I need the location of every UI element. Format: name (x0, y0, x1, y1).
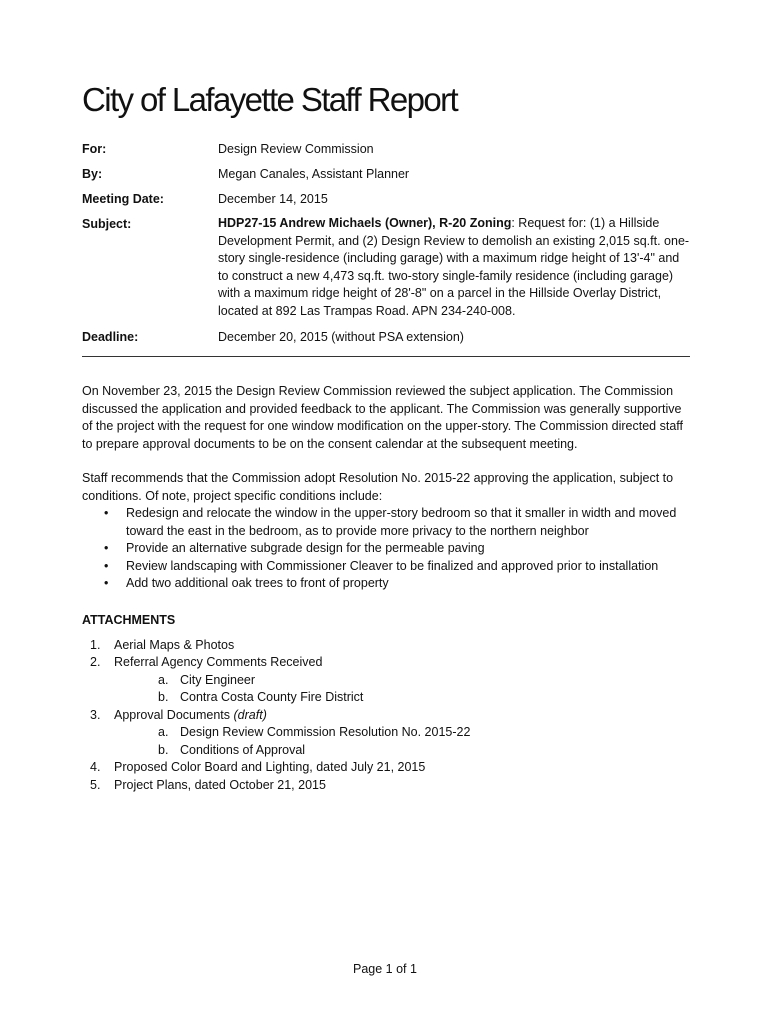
attachments-list-end (82, 759, 690, 794)
subject-row (82, 215, 690, 320)
list-item: 1. Aerial Maps & Photos (90, 637, 235, 652)
page-number: Page 1 of 1 (353, 962, 417, 976)
meeting-date-row (82, 190, 690, 208)
list-item: 5. Project Plans, dated October 21, 2015 (90, 777, 326, 792)
subject-value (218, 215, 690, 320)
subject-project-id: HDP27-15 Andrew Michaels (Owner), R-20 Zoning (218, 216, 512, 230)
by-label: By: (82, 167, 103, 181)
for-value: Design Review Commission (218, 142, 374, 156)
list-item: a. City Engineer (158, 672, 256, 687)
by-row (82, 165, 690, 183)
staff-report-page (82, 80, 690, 794)
list-item: • Redesign and relocate the window in the upper-story bedroom so that it smaller in width and moved toward the east in the bedroom, as to provide more privacy to the northern neighbor (104, 506, 677, 538)
report-title: City of Lafayette Staff Report (82, 81, 458, 118)
bullet-icon: • (104, 558, 109, 573)
bullet-icon: • (104, 576, 109, 590)
subject-label: Subject: (82, 217, 132, 231)
summary-paragraph: On November 23, 2015 the Design Review Commission reviewed the subject application. The Commission discussed the application and provided feedback to the applicant. The Commission was generally supportive of the project with the request for one window modification on the upper-story. The Commission directed staff to prepare approval documents to be on the consent calendar at the subsequent meeting. (82, 384, 684, 451)
bullet-icon: • (104, 541, 109, 555)
recommendation-paragraph: Staff recommends that the Commission adopt Resolution No. 2015-22 approving the application, subject to conditions. Of note, project specific conditions include: (82, 471, 674, 503)
header-divider (82, 356, 690, 357)
conditions-list (82, 505, 690, 593)
subject-description: : Request for: (1) a Hillside Development Permit, and (2) Design Review to demolish an existing 2,015 sq.ft. one-story single-residence (including garage) with a maximum ridge height of 13'-4" and to construct a new 4,473 sq.ft. two-story single-family residence (including garage) with a maximum ridge height of 28'-8" on a parcel in the Hillside Overlay District, located at 892 Las Trampas Road. APN 234-240-008. (218, 216, 690, 318)
list-item: • Add two additional oak trees to front of property (126, 575, 690, 593)
list-item: 3. Approval Documents (draft) (90, 707, 267, 722)
for-label: For: (82, 142, 107, 156)
bullet-icon: • (104, 506, 109, 520)
list-item: a. Design Review Commission Resolution No. 2015-22 (158, 725, 471, 739)
list-item: • Provide an alternative subgrade design for the permeable paving (126, 540, 690, 558)
meeting-date-value: December 14, 2015 (218, 192, 328, 206)
attachments-list (82, 637, 690, 672)
attachments-list-continued (82, 707, 690, 725)
draft-note: (draft) (233, 707, 267, 722)
attachment-3-sublist (82, 724, 690, 759)
list-item: 4. Proposed Color Board and Lighting, dated July 21, 2015 (90, 760, 426, 774)
list-item: • Review landscaping with Commissioner Cleaver to be finalized and approved prior to installation (126, 558, 690, 576)
attachment-2-sublist (82, 672, 690, 707)
deadline-value: December 20, 2015 (without PSA extension) (218, 330, 464, 344)
report-header-fields (82, 140, 690, 346)
attachments-heading: ATTACHMENTS (82, 612, 176, 627)
list-item: b. Contra Costa County Fire District (158, 690, 364, 704)
list-item: b. Conditions of Approval (158, 742, 306, 757)
deadline-row (82, 328, 690, 346)
by-value: Megan Canales, Assistant Planner (218, 167, 410, 181)
deadline-label: Deadline: (82, 330, 139, 344)
meeting-date-label: Meeting Date: (82, 192, 164, 206)
for-row (82, 140, 690, 158)
list-item: 2. Referral Agency Comments Received (90, 655, 323, 669)
